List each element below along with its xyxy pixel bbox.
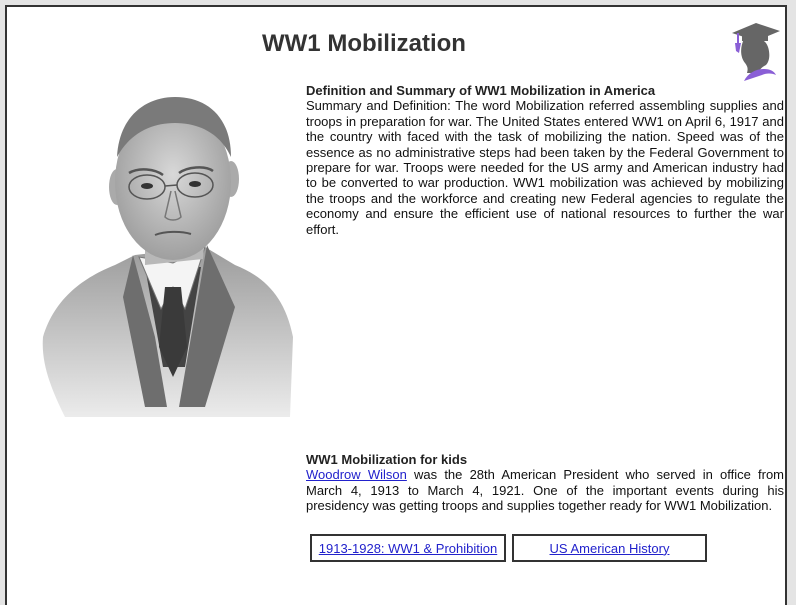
definition-heading: Definition and Summary of WW1 Mobilization in America bbox=[306, 83, 656, 98]
navigation-buttons bbox=[310, 534, 707, 562]
ww1-prohibition-link[interactable]: 1913-1928: WW1 & Prohibition bbox=[318, 540, 498, 556]
definition-section bbox=[306, 83, 784, 237]
page-title: WW1 Mobilization bbox=[262, 30, 466, 57]
page-container bbox=[5, 5, 787, 605]
woodrow-wilson-link[interactable]: Woodrow Wilson bbox=[306, 467, 407, 483]
graduate-silhouette-icon bbox=[728, 19, 780, 81]
kids-body: was the 28th American President who served in office from March 4, 1913 to March 4, 1921. One of the important events during his presidency was getting troops and supplies together ready for WW1 Mobilization. bbox=[306, 467, 784, 514]
us-american-history-link[interactable]: US American History bbox=[549, 540, 670, 556]
kids-heading: WW1 Mobilization for kids bbox=[306, 452, 468, 467]
ww1-prohibition-button[interactable] bbox=[310, 534, 506, 562]
kids-paragraph bbox=[306, 467, 784, 513]
definition-body: Summary and Definition: The word Mobilization referred assembling supplies and troops in preparation for war. The United States entered WW1 on April 6, 1917 and the country with faced with the task of mobilizing the nation. Speed was of the essence as no administrative steps had been taken by the Federal Government to prepare for war. Troops were needed for the US army and American industry had to be converted to war production. WW1 mobilization was achieved by mobilizing the troops and the workforce and creating new Federal agencies to regulate the economy and ensure the efficient use of national resources to further the war effort. bbox=[306, 98, 784, 237]
us-american-history-button[interactable] bbox=[512, 534, 707, 562]
woodrow-wilson-portrait bbox=[35, 87, 297, 427]
kids-section bbox=[306, 452, 784, 514]
